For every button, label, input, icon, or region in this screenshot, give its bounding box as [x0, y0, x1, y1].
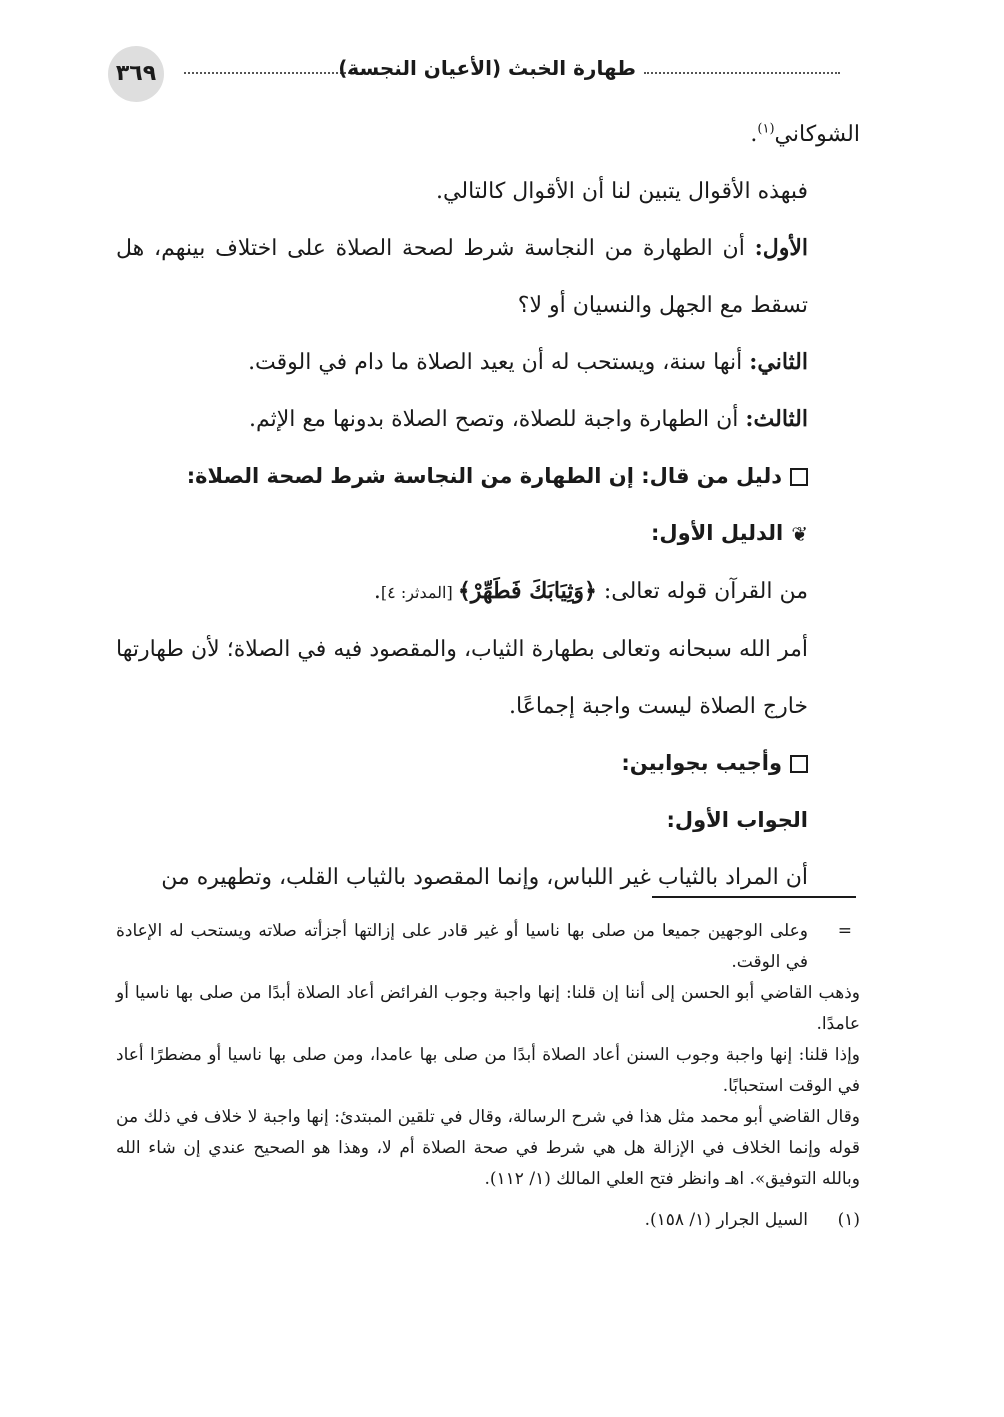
opinion-label: الثالث: — [745, 406, 808, 432]
heading-text: وأجيب بجوابين: — [621, 750, 782, 775]
footnote-separator — [652, 896, 856, 898]
paragraph-quran-verse — [116, 563, 860, 621]
paragraph-third-opinion — [116, 391, 860, 448]
footnote-ref[interactable]: (١) — [757, 121, 775, 137]
paragraph-second-opinion — [116, 334, 860, 391]
section-heading-answers — [116, 735, 860, 792]
footnote-text: وعلى الوجهين جميعا من صلى بها ناسيا أو غير قادر على إزالتها أجزأته صلاته ويستحب له الإعادة في الوقت. — [116, 921, 808, 972]
header-dots-left — [184, 72, 362, 74]
paragraph-explanation: أمر الله سبحانه وتعالى بطهارة الثياب، والمقصود فيه في الصلاة؛ لأن طهارتها خارج الصلاة ليست واجبة إجماعًا. — [116, 636, 808, 719]
leaf-icon: ❦ — [791, 521, 808, 546]
section-heading-evidence — [116, 448, 860, 505]
footnotes — [116, 916, 860, 1236]
checkbox-square-icon — [790, 755, 808, 773]
section-heading-first-evidence — [116, 505, 860, 563]
footnote-number: (١) — [837, 1210, 860, 1230]
page-number: ٣٦٩ — [108, 46, 164, 102]
main-text — [116, 106, 860, 906]
paragraph-shawkani — [116, 106, 860, 163]
verse-reference: [المدثر: ٤] — [380, 582, 458, 602]
opinion-text: أن الطهارة من النجاسة شرط لصحة الصلاة على اختلاف بينهم، هل تسقط مع الجهل والنسيان أو لا؟ — [116, 236, 808, 318]
quran-verse: ﴿وَثِيَابَكَ فَطَهِّرْ﴾ — [457, 577, 597, 604]
opinion-text: أن الطهارة واجبة للصلاة، وتصح الصلاة بدونها مع الإثم. — [249, 407, 746, 432]
opinion-label: الثاني: — [749, 349, 808, 375]
opinion-text: أنها سنة، ويستحب له أن يعيد الصلاة ما دام في الوقت. — [248, 350, 750, 375]
page-header — [108, 46, 860, 102]
paragraph-text: الشوكاني — [774, 122, 860, 147]
continuation-mark: = — [837, 921, 852, 941]
punctuation: . — [750, 122, 758, 147]
paragraph-first-answer: أن المراد بالثياب غير اللباس، وإنما المقصود بالثياب القلب، وتطهيره من — [161, 864, 808, 890]
section-heading-first-answer: الجواب الأول: — [666, 807, 808, 832]
footnote-paragraph: وقال القاضي أبو محمد مثل هذا في شرح الرسالة، وقال في تلقين المبتدئ: إنها واجبة لا خلاف في ذلك من قوله وإنما الخلاف في الإزالة هل هي شرط في صحة الصلاة أم لا، وهذا هو الصحيح عندي إن شاء الله وبالله التوفيق». اهـ وانظر فتح العلي المالك (١/ ١١٢). — [116, 1107, 860, 1189]
running-title: طهارة الخبث (الأعيان النجسة) — [338, 56, 636, 80]
footnote-continuation — [116, 916, 860, 978]
footnote-text: السيل الجرار (١/ ١٥٨). — [644, 1210, 808, 1230]
footnote-paragraph: وإذا قلنا: إنها واجبة وجوب السنن أعاد الصلاة أبدًا من صلى بها عامدا، ومن صلى بها ناسيا أو مضطرًا أعاد في الوقت استحبابًا. — [116, 1045, 860, 1096]
footnote-1 — [116, 1205, 860, 1236]
paragraph-intro: فبهذه الأقوال يتبين لنا أن الأقوال كالتالي. — [436, 179, 808, 204]
paragraph-first-opinion — [116, 220, 860, 334]
heading-text: الدليل الأول: — [651, 521, 784, 545]
punctuation: . — [373, 578, 381, 604]
paragraph-text: من القرآن قوله تعالى: — [596, 578, 808, 604]
heading-text: دليل من قال: إن الطهارة من النجاسة شرط لصحة الصلاة: — [186, 464, 782, 488]
footnote-paragraph: وذهب القاضي أبو الحسن إلى أننا إن قلنا: إنها واجبة وجوب الفرائض أعاد الصلاة أبدًا من صلى بها ناسيا أو عامدًا. — [116, 983, 860, 1034]
checkbox-square-icon — [790, 468, 808, 486]
opinion-label: الأول: — [754, 235, 808, 261]
header-dots-right — [644, 72, 840, 74]
